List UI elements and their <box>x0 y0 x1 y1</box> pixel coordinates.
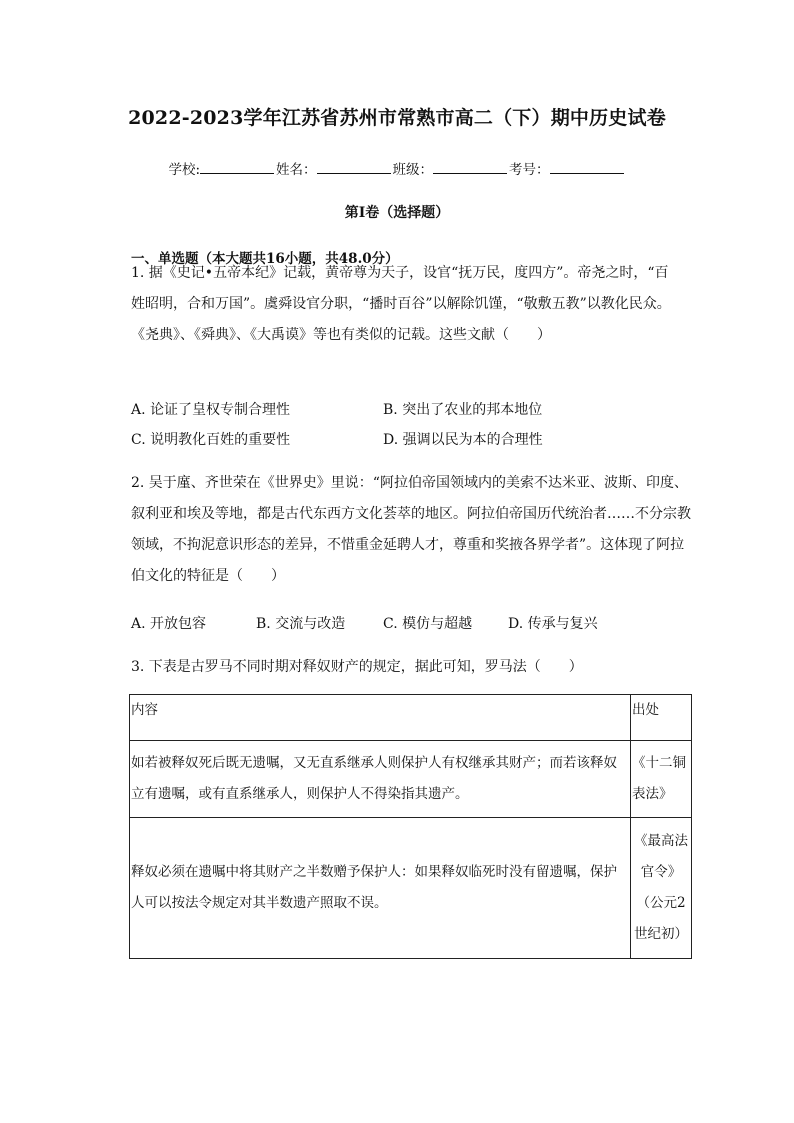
q1-option-d[interactable]: D. 强调以民为本的合理性 <box>383 432 543 448</box>
question-2 <box>131 468 706 592</box>
number-label: 考号： <box>509 162 550 178</box>
section-heading: 第I卷（选择题） <box>344 205 450 221</box>
row-content: 释奴必须在遗嘱中将其财产之半数赠予保护人：如果释奴临死时没有留遗嘱，保护 人可以按法令规定对其半数遗产照取不误。 <box>130 818 631 959</box>
part-heading: 一、单选题（本大题共16小题，共48.0分） <box>131 251 399 267</box>
header-source: 出处 <box>631 695 692 741</box>
question-line: 1. 据《史记•五帝本纪》记载，黄帝尊为天子，设官“抚万民，度四方”。帝尧之时，“百 <box>131 265 669 281</box>
header-content: 内容 <box>130 695 631 741</box>
school-blank[interactable] <box>200 161 274 174</box>
class-label: 班级： <box>392 162 434 178</box>
table-row <box>130 818 692 959</box>
table-header-row <box>130 695 692 741</box>
question-3 <box>131 652 706 683</box>
law-table <box>129 694 692 959</box>
school-label: 学校: <box>168 162 201 178</box>
q2-option-b[interactable]: B. 交流与改造 <box>256 616 346 632</box>
question-line: 3. 下表是古罗马不同时期对释奴财产的规定，据此可知，罗马法（ ） <box>131 659 583 675</box>
row-content: 如若被释奴死后既无遗嘱，又无直系继承人则保护人有权继承其财产；而若该释奴 立有遗嘱，或有直系继承人，则保护人不得染指其遗产。 <box>130 741 631 818</box>
q2-option-a[interactable]: A. 开放包容 <box>131 616 207 632</box>
name-label: 姓名： <box>276 162 317 178</box>
question-1 <box>131 258 706 351</box>
q1-option-b[interactable]: B. 突出了农业的邦本地位 <box>383 402 543 418</box>
q1-option-a[interactable]: A. 论证了皇权专制合理性 <box>131 402 291 418</box>
q1-option-c[interactable]: C. 说明教化百姓的重要性 <box>131 432 291 448</box>
class-blank[interactable] <box>433 161 507 174</box>
question-line: 叙利亚和埃及等地，都是古代东西方文化荟萃的地区。阿拉伯帝国历代统治者……不分宗教 <box>131 506 691 522</box>
question-line: 伯文化的特征是（ ） <box>131 568 285 584</box>
question-line: 《尧典》、《舜典》、《大禹谟》等也有类似的记载。这些文献（ ） <box>131 327 551 343</box>
name-blank[interactable] <box>317 161 391 174</box>
exam-title: 2022-2023学年江苏省苏州市常熟市高二（下）期中历史试卷 <box>128 107 666 129</box>
number-blank[interactable] <box>550 161 624 174</box>
question-line: 姓昭明，合和万国”。虞舜设官分职，“播时百谷”以解除饥馑，“敬敷五教”以教化民众。 <box>131 296 671 312</box>
row-source: 《十二铜 表法》 <box>631 741 692 818</box>
student-info-line <box>0 158 794 178</box>
table-row <box>130 741 692 818</box>
question-line: 2. 吴于廑、齐世荣在《世界史》里说：“阿拉伯帝国领域内的美索不达米亚、波斯、印度、 <box>131 475 688 491</box>
question-line: 领域，不拘泥意识形态的差异，不惜重金延聘人才，尊重和奖掖各界学者”。这体现了阿拉 <box>131 537 685 553</box>
q2-option-c[interactable]: C. 模仿与超越 <box>383 616 473 632</box>
row-source: 《最高法 官令》 （公元2 世纪初） <box>631 818 692 959</box>
q2-option-d[interactable]: D. 传承与复兴 <box>508 616 598 632</box>
